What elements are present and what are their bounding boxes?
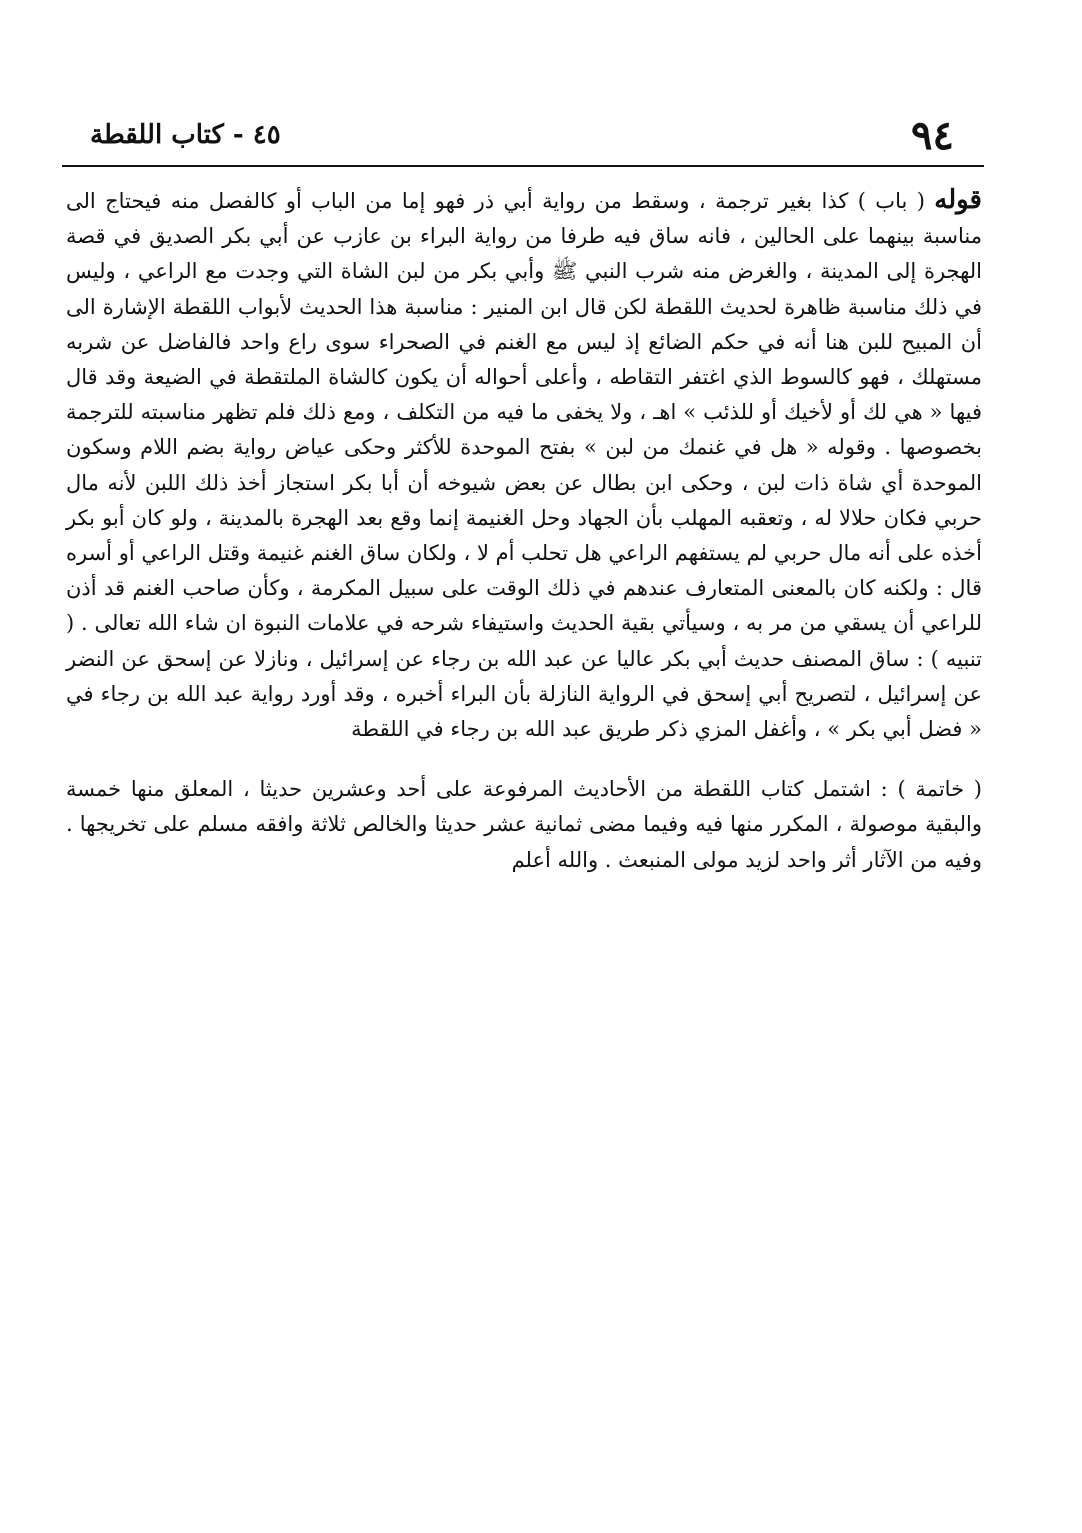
body-text (66, 183, 982, 878)
header-rule (62, 165, 984, 167)
paragraph-gap (66, 747, 982, 772)
paragraph-keyword: قوله (934, 185, 982, 215)
commentary-paragraph (66, 183, 982, 747)
commentary-text: ( باب ) كذا بغير ترجمة ، وسقط من رواية أبي ذر فهو إما من الباب أو كالفصل منه فيحتاج الى مناسبة بينهما على الحالين ، فانه ساق فيه طرفا من رواية البراء بن عازب عن أبي بكر الصديق في قصة الهجرة إلى المدينة ، والغرض منه شرب النبي ﷺ وأبي بكر من لبن الشاة التي وجدت مع الراعي ، وليس في ذلك مناسبة ظاهرة لحديث اللقطة لكن قال ابن المنير : مناسبة هذا الحديث لأبواب اللقطة الإشارة الى أن المبيح للبن هنا أنه في حكم الضائع إذ ليس مع الغنم في الصحراء سوى راع واحد فالفاضل عن شربه مستهلك ، فهو كالسوط الذي اغتفر التقاطه ، وأعلى أحواله أن يكون كالشاة الملتقطة في الضيعة وقد قال فيها « هي لك أو لأخيك أو للذئب » اهـ ، ولا يخفى ما فيه من التكلف ، ومع ذلك فلم تظهر مناسبته للترجمة بخصوصها . وقوله « هل في غنمك من لبن » بفتح الموحدة للأكثر وحكى عياض رواية بضم اللام وسكون الموحدة أي شاة ذات لبن ، وحكى ابن بطال عن بعض شيوخه أن أبا بكر استجاز أخذ ذلك اللبن لأنه مال حربي فكان حلالا له ، وتعقبه المهلب بأن الجهاد وحل الغنيمة إنما وقع بعد الهجرة بالمدينة ، ولو كان أبو بكر أخذه على أنه مال حربي لم يستفهم الراعي هل تحلب أم لا ، ولكان ساق الغنم غنيمة وقتل الراعي أو أسره قال : ولكنه كان بالمعنى المتعارف عندهم في ذلك الوقت على سبيل المكرمة ، وكأن صاحب الغنم قد أذن للراعي أن يسقي من مر به ، وسيأتي بقية الحديث واستيفاء شرحه في علامات النبوة ان شاء الله تعالى . ( تنبيه ) : ساق المصنف حديث أبي بكر عاليا عن عبد الله بن رجاء عن إسرائيل ، ونازلا عن إسحق عن النضر عن إسرائيل ، لتصريح أبي إسحق في الرواية النازلة بأن البراء أخبره ، وقد أورد رواية عبد الله بن رجاء في « فضل أبي بكر » ، وأغفل المزي ذكر طريق عبد الله بن رجاء في اللقطة (66, 189, 982, 742)
page-number: ٩٤ (911, 112, 954, 159)
page-header (62, 112, 984, 164)
conclusion-paragraph: ( خاتمة ) : اشتمل كتاب اللقطة من الأحاديث المرفوعة على أحد وعشرين حديثا ، المعلق منها خمسة والبقية موصولة ، المكرر منها فيه وفيما مضى ثمانية عشر حديثا والخالص ثلاثة وافقه مسلم على تخريجها . وفيه من الآثار أثر واحد لزيد مولى المنبعث . والله أعلم (66, 777, 982, 872)
running-title: ٤٥ - كتاب اللقطة (90, 120, 281, 150)
